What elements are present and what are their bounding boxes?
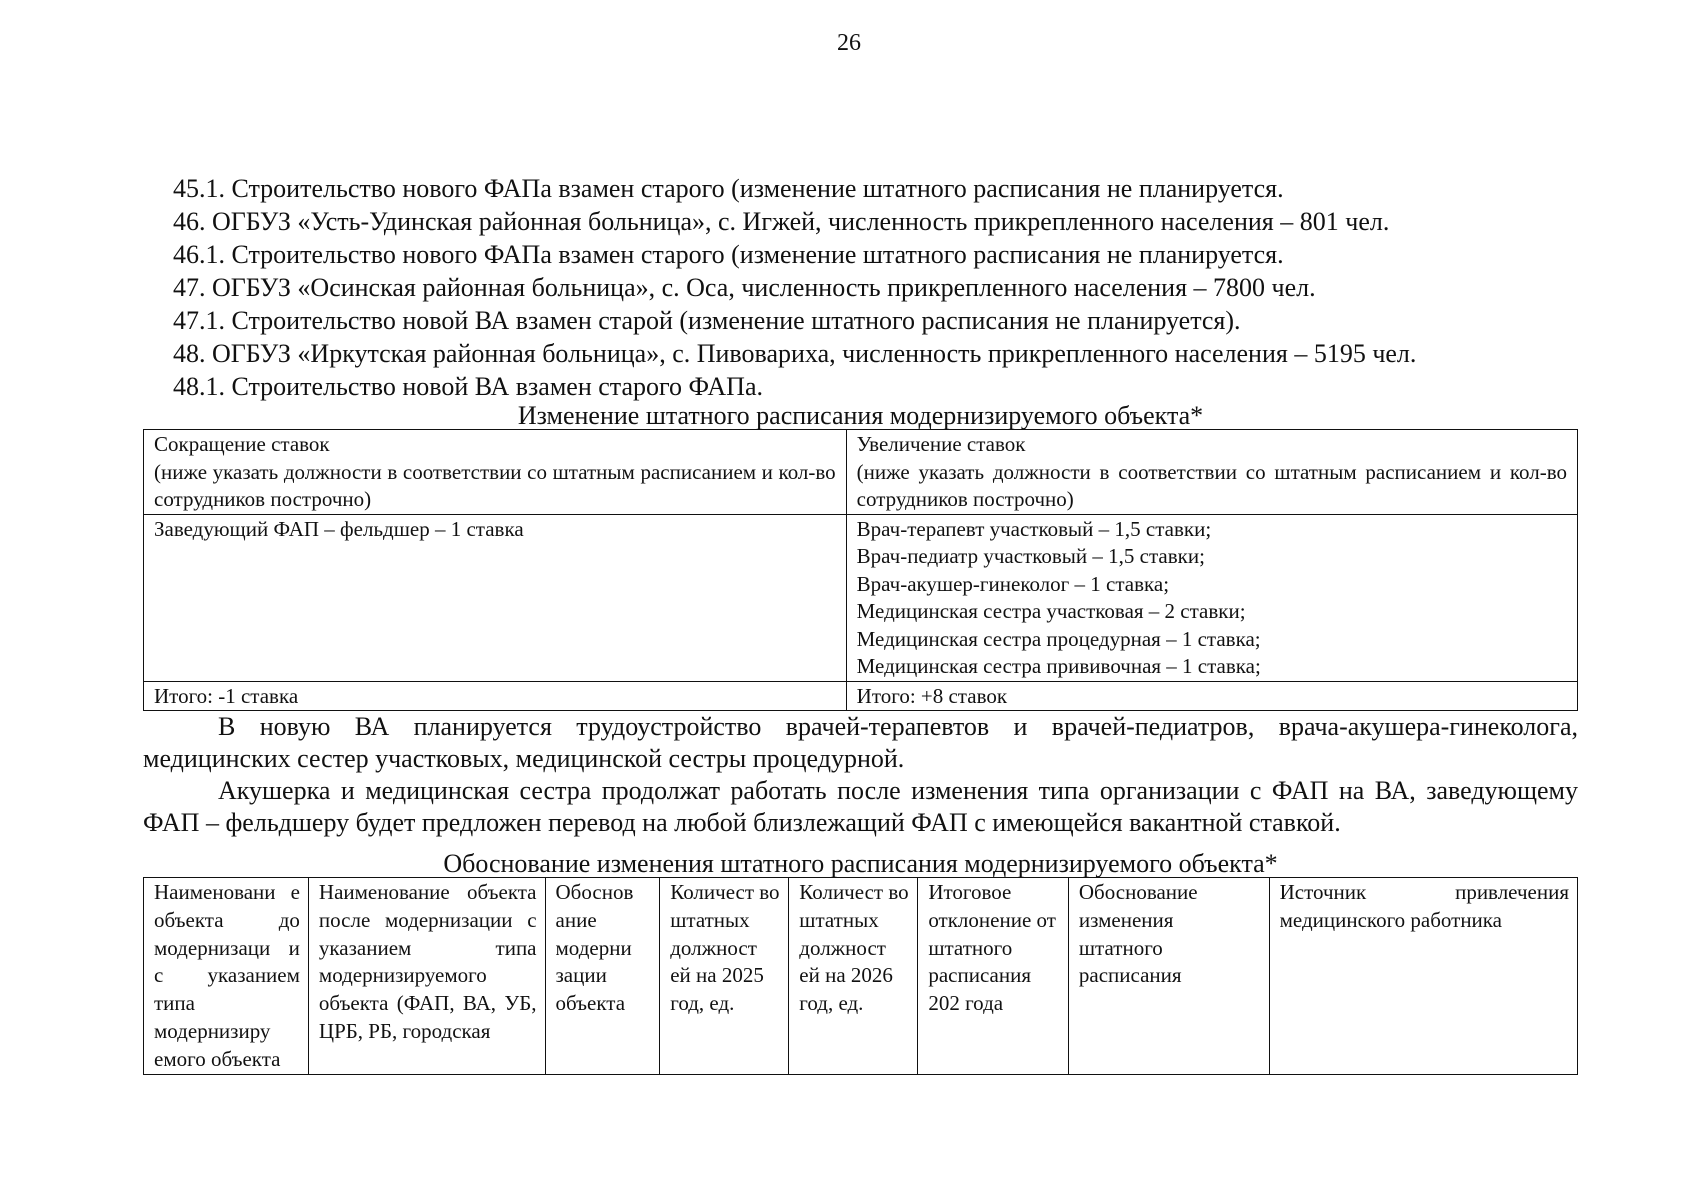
list-item: 46. ОГБУЗ «Усть-Удинская районная больница», с. Игжей, численность прикрепленного населения – 801 чел. [173, 207, 1390, 236]
column-header: Итоговое отклонение от штатного расписания 202 года [918, 878, 1069, 1075]
justification-table-caption: Обоснование изменения штатного расписания модернизируемого объекта* [443, 849, 1278, 878]
column-header: Наименование объекта после модернизации с указанием типа модернизируемого объекта (ФАП, ВА, УБ, ЦРБ, РБ, городская [308, 878, 545, 1075]
reduction-header-title: Сокращение ставок [154, 432, 330, 456]
reduction-item: Заведующий ФАП – фельдшер – 1 ставка [154, 516, 524, 541]
reduction-items-cell [144, 514, 847, 681]
column-header: Количест во штатных должност ей на 2025 год, ед. [660, 878, 789, 1075]
increase-item: Врач-терапевт участковый – 1,5 ставки; [856, 516, 1212, 541]
column-header: Обоснование изменения штатного расписания [1068, 878, 1269, 1075]
table-header-row [144, 878, 1578, 1075]
list-item: 47. ОГБУЗ «Осинская районная больница», с. Оса, численность прикрепленного населения – 7800 чел. [173, 273, 1316, 302]
increase-item: Медицинская сестра участковая – 2 ставки; [856, 599, 1246, 623]
column-header: Обоснов ание модерни зации объекта [545, 878, 660, 1075]
paragraph: В новую ВА планируется трудоустройство врачей-терапевтов и врачей-педиатров, врача-акушера-гинеколога, медицинских сестер участковых, медицинской сестры процедурной. [143, 712, 1578, 773]
reduction-total-cell: Итого: -1 ставка [144, 681, 847, 711]
list-item: 46.1. Строительство нового ФАПа взамен старого (изменение штатного расписания не планируется. [173, 240, 1284, 269]
increase-item: Медицинская сестра процедурная – 1 ставка; [856, 626, 1261, 651]
column-header: Количест во штатных должност ей на 2026 год, ед. [789, 878, 918, 1075]
table-row [144, 681, 1578, 711]
document-body [143, 172, 1578, 1075]
increase-header-note: (ниже указать должности в соответствии со штатным расписанием и кол-во сотрудников построчно) [856, 459, 1567, 511]
list-item: 47.1. Строительство новой ВА взамен старой (изменение штатного расписания не планируется). [173, 306, 1241, 335]
increase-items-cell [846, 514, 1577, 681]
increase-header-cell [846, 430, 1577, 515]
increase-header-title: Увеличение ставок [856, 432, 1026, 456]
paragraph: Акушерка и медицинская сестра продолжат работать после изменения типа организации с ФАП на ВА, заведующему ФАП – фельдшеру будет предложен перевод на любой близлежащий ФАП с имеющейся вакантной ставкой. [143, 776, 1578, 837]
list-item: 48.1. Строительство новой ВА взамен старого ФАПа. [173, 372, 764, 401]
increase-total-cell: Итого: +8 ставок [846, 681, 1577, 711]
table-row [144, 430, 1578, 515]
list-item: 45.1. Строительство нового ФАПа взамен старого (изменение штатного расписания не планируется. [173, 174, 1284, 203]
numbered-list [143, 172, 1578, 403]
table-row [144, 514, 1578, 681]
reduction-header-note: (ниже указать должности в соответствии со штатным расписанием и кол-во сотрудников построчно) [154, 459, 836, 511]
increase-item: Медицинская сестра прививочная – 1 ставка; [856, 654, 1261, 678]
list-item: 48. ОГБУЗ «Иркутская районная больница», с. Пивовариха, численность прикрепленного населения – 5195 чел. [173, 339, 1417, 368]
reduction-header-cell [144, 430, 847, 515]
increase-item: Врач-педиатр участковый – 1,5 ставки; [856, 544, 1205, 568]
justification-table [143, 877, 1578, 1075]
page-number: 26 [837, 30, 861, 56]
staff-change-table-caption: Изменение штатного расписания модернизируемого объекта* [517, 401, 1204, 430]
column-header: Источник привлечения медицинского работника [1269, 878, 1577, 1075]
increase-item: Врач-акушер-гинеколог – 1 ставка; [856, 571, 1170, 596]
staff-change-table [143, 429, 1578, 711]
column-header: Наименовани е объекта до модернизаци и с указанием типа модернизиру емого объекта [144, 878, 309, 1075]
